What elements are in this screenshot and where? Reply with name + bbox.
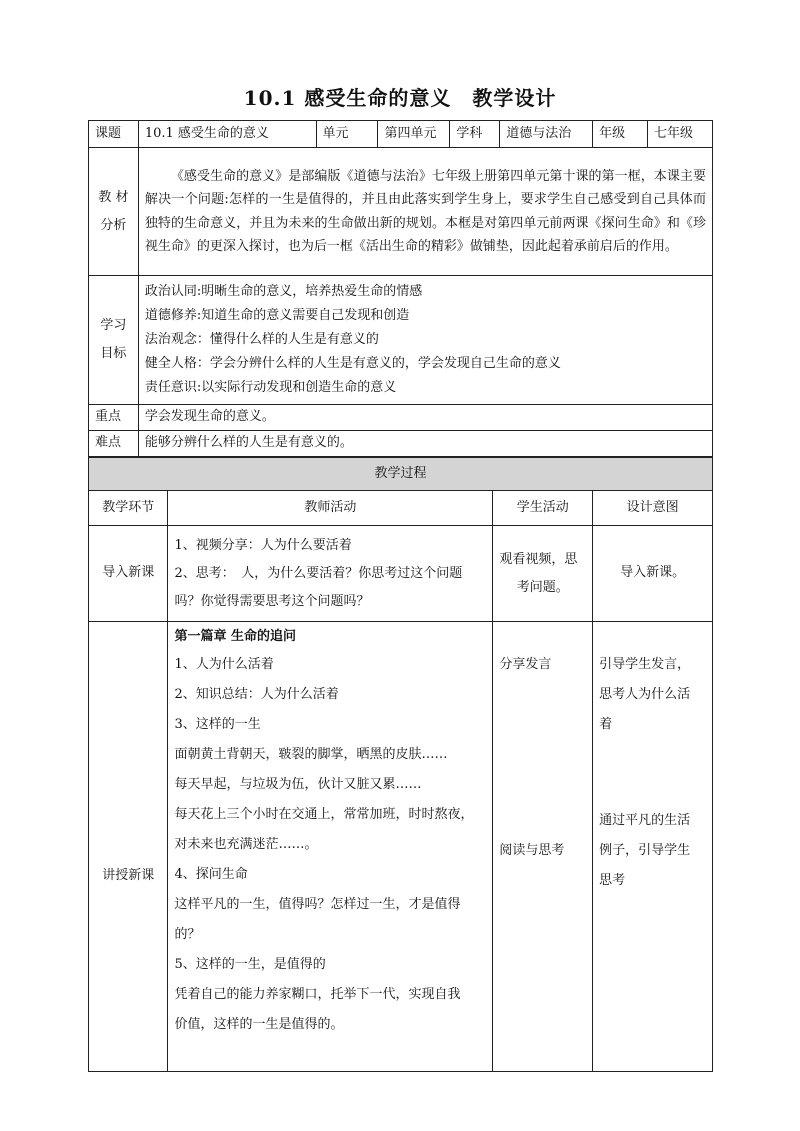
lecture-intent: [593, 622, 713, 1072]
intro-teacher-line: 1、视频分享：人为什么要活着: [174, 537, 352, 553]
lecture-intent-2-line: 例子，引导学生: [599, 843, 691, 858]
lecture-intent-2-line: 通过平凡的生活: [599, 813, 691, 828]
key-point-row: [89, 405, 713, 431]
lecture-line: 这样平凡的一生，值得吗？怎样过一生，才是值得: [174, 897, 461, 912]
topic-row: [89, 121, 713, 148]
key-point-value: 学会发现生命的意义。: [138, 405, 712, 431]
goal-item: 法治观念：懂得什么样的人生是有意义的: [144, 332, 379, 347]
intro-stage: 导入新课: [89, 526, 168, 622]
intro-student-line: 观看视频，思: [499, 551, 578, 567]
analysis-label: 教 材 分析: [89, 148, 139, 276]
subject-value: 道德与法治: [500, 121, 593, 148]
difficulty-label: 难点: [89, 431, 139, 457]
process-header-row: [89, 491, 713, 526]
info-table: [88, 120, 713, 457]
intro-teacher-line: 2、思考： 人，为什么要活着？你思考过这个问题: [174, 565, 463, 581]
difficulty-row: [89, 431, 713, 457]
difficulty-value: 能够分辨什么样的人生是有意义的。: [138, 431, 712, 457]
intro-student: [493, 526, 593, 622]
header-intent: 设计意图: [593, 491, 713, 526]
lecture-line: 价值，这样的一生是值得的。: [174, 1017, 344, 1032]
goals-label: 学习 目标: [89, 276, 139, 405]
lecture-intent-1-line: 思考人为什么活: [599, 687, 691, 702]
lecture-student-2: 阅读与思考: [499, 843, 565, 858]
intro-intent: 导入新课。: [593, 526, 713, 622]
lecture-line: 1、人为什么活着: [174, 657, 274, 672]
process-table: [88, 457, 713, 1072]
unit-value: 第四单元: [378, 121, 450, 148]
unit-label: 单元: [316, 121, 378, 148]
lecture-intent-1-line: 引导学生发言，: [599, 657, 691, 672]
goal-item: 健全人格：学会分辨什么样的人生是有意义的，学会发现自己生命的意义: [144, 356, 561, 371]
process-band-row: [89, 458, 713, 491]
lecture-chapter-heading: 第一篇章 生命的追问: [174, 629, 297, 644]
goals-list: [138, 276, 712, 405]
analysis-text: 《感受生命的意义》是部编版《道德与法治》七年级上册第四单元第十课的第一框，本课主要解决一个问题:怎样的一生是值得的，并且由此落实到学生身上，要求学生自己感受到自己具体而独特的生命意义，并且为未来的生命做出新的规划。本框是对第四单元前两课《探问生命》和《珍视生命》的更深入探讨，也为后一框《活出生命的精彩》做铺垫，因此起着承前启后的作用。: [138, 148, 712, 276]
goal-item: 政治认同:明晰生命的意义，培养热爱生命的情感: [144, 284, 423, 299]
topic-value: 10.1 感受生命的意义: [138, 121, 316, 148]
lecture-teacher: [168, 622, 493, 1072]
lecture-line: 每天早起，与垃圾为伍，伙计又脏又累……: [174, 777, 422, 792]
lecture-intent-2-line: 思考: [599, 873, 626, 888]
header-stage: 教学环节: [89, 491, 168, 526]
lecture-line: 4、探问生命: [174, 867, 248, 882]
goal-item: 责任意识:以实际行动发现和创造生命的意义: [144, 380, 397, 395]
intro-teacher: [168, 526, 493, 622]
lecture-row: [89, 622, 713, 1072]
goal-item: 道德修养:知道生命的意义需要自己发现和创造: [144, 308, 410, 323]
intro-teacher-line: 吗？你觉得需要思考这个问题吗？: [174, 593, 370, 609]
header-student: 学生活动: [493, 491, 593, 526]
subject-label: 学科: [450, 121, 500, 148]
grade-label: 年级: [593, 121, 648, 148]
lecture-student-1: 分享发言: [499, 657, 552, 672]
lecture-student: [493, 622, 593, 1072]
lecture-line: 2、知识总结：人为什么活着: [174, 687, 339, 702]
lecture-intent-1-line: 着: [599, 717, 613, 732]
page-title: 10.1 感受生命的意义 教学设计: [243, 86, 557, 110]
lecture-line: 面朝黄土背朝天，皲裂的脚掌，晒黑的皮肤……: [174, 747, 448, 762]
lecture-line: 每天花上三个小时在交通上，常常加班，时时熬夜，: [174, 807, 474, 822]
lecture-line: 凭着自己的能力养家糊口，托举下一代，实现自我: [174, 987, 461, 1002]
process-band: 教学过程: [89, 458, 713, 491]
lecture-line: 的？: [174, 927, 201, 942]
goals-row: [89, 276, 713, 405]
grade-value: 七年级: [648, 121, 713, 148]
lecture-line: 3、这样的一生: [174, 717, 261, 732]
key-point-label: 重点: [89, 405, 139, 431]
lecture-line: 对未来也充满迷茫……。: [174, 837, 318, 852]
lecture-line: 5、这样的一生，是值得的: [174, 957, 326, 972]
topic-label: 课题: [89, 121, 139, 148]
intro-student-line: 考问题。: [516, 579, 569, 595]
header-teacher: 教师活动: [168, 491, 493, 526]
lecture-stage: 讲授新课: [89, 622, 168, 1072]
intro-row: [89, 526, 713, 622]
analysis-row: [89, 148, 713, 276]
